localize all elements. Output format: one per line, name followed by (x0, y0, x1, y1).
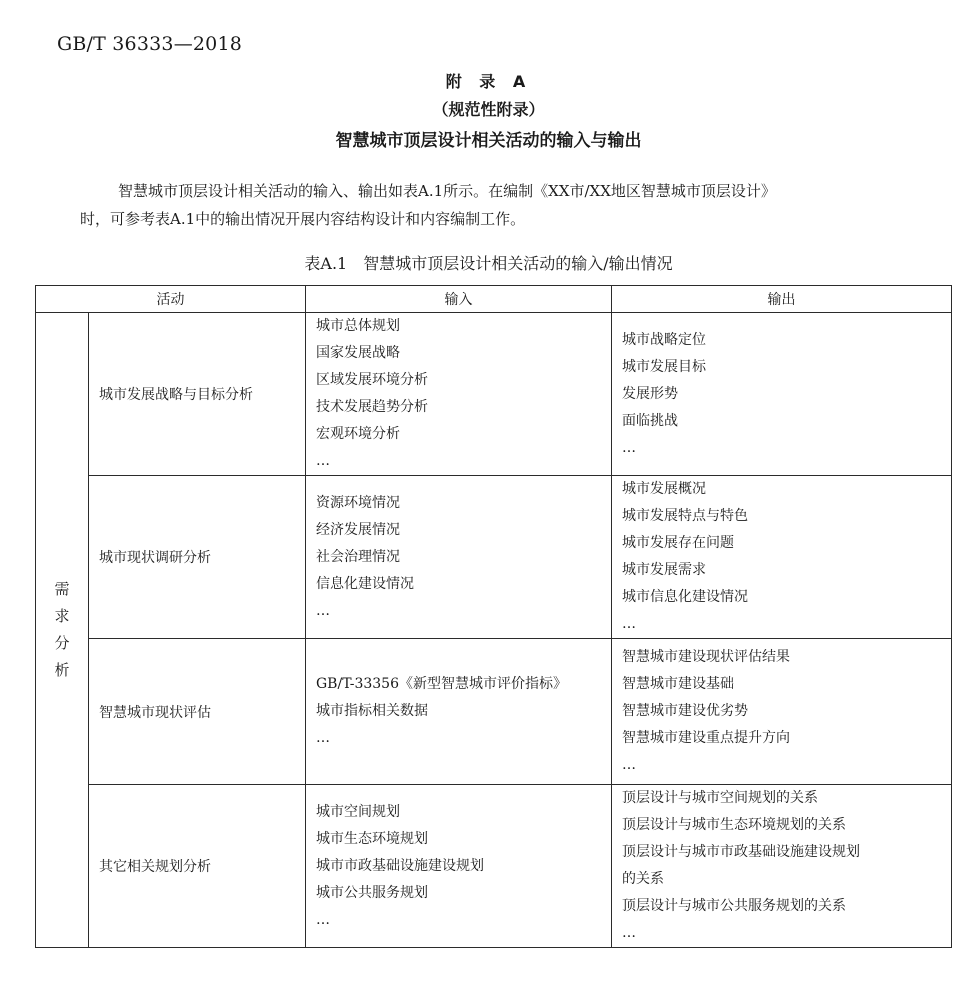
input-item: 城市公共服务规划 (316, 884, 428, 901)
table-row (36, 476, 952, 639)
input-cell (306, 785, 612, 948)
intro-paragraph-line2: 时，可参考表A.1中的输出情况开展内容结构设计和内容编制工作。 (80, 210, 526, 228)
activity-cell: 其它相关规划分析 (89, 785, 306, 948)
output-item: 城市发展存在问题 (622, 535, 734, 551)
output-item: 城市战略定位 (622, 331, 706, 348)
standard-code: GB/T 36333—2018 (57, 33, 243, 55)
input-item: 技术发展趋势分析 (316, 399, 428, 415)
output-cell (612, 476, 952, 639)
output-item: 面临挑战 (622, 412, 678, 429)
output-item: 城市发展特点与特色 (622, 508, 748, 524)
input-item: 城市市政基础设施建设规划 (316, 857, 484, 874)
input-cell (306, 476, 612, 639)
input-item: 资源环境情况 (316, 494, 400, 511)
output-cell (612, 313, 952, 476)
output-item: 智慧城市建设基础 (622, 676, 734, 692)
category-char: 析 (54, 661, 70, 679)
category-char: 求 (54, 607, 70, 625)
output-item: 城市信息化建设情况 (622, 589, 748, 605)
activity-io-table (35, 285, 952, 948)
category-char: 需 (54, 580, 70, 598)
output-item: 城市发展概况 (622, 481, 706, 497)
input-item: … (316, 602, 330, 619)
output-item: 智慧城市建设重点提升方向 (622, 730, 790, 746)
output-item: 城市发展目标 (622, 358, 706, 375)
header-output: 输出 (612, 286, 952, 313)
output-item: 发展形势 (622, 385, 678, 402)
table-row (36, 785, 952, 948)
input-item: 信息化建设情况 (316, 575, 414, 592)
output-item: … (622, 925, 636, 941)
input-item: 宏观环境分析 (316, 426, 400, 442)
activity-cell: 智慧城市现状评估 (89, 639, 306, 785)
output-item: 城市发展需求 (622, 562, 706, 578)
input-cell (306, 313, 612, 476)
input-item: 城市生态环境规划 (316, 830, 428, 847)
appendix-title: 附 录 A (445, 72, 532, 91)
table-caption: 表A.1 智慧城市顶层设计相关活动的输入/输出情况 (304, 254, 673, 273)
activity-cell: 城市现状调研分析 (89, 476, 306, 639)
output-item: 的关系 (622, 871, 664, 887)
output-item: 顶层设计与城市生态环境规划的关系 (622, 817, 846, 833)
input-item: 城市指标相关数据 (316, 703, 428, 719)
output-item: … (622, 439, 636, 456)
input-item: … (316, 730, 330, 746)
appendix-type: （规范性附录） (432, 100, 545, 119)
appendix-subtitle: 智慧城市顶层设计相关活动的输入与输出 (335, 131, 642, 151)
intro-paragraph-line1: 智慧城市顶层设计相关活动的输入、输出如表A.1所示。在编制《XX市/XX地区智慧城市顶层设计》 (118, 182, 776, 200)
output-item: 智慧城市建设优劣势 (622, 703, 748, 719)
input-item: … (316, 453, 330, 469)
table-row (36, 313, 952, 476)
header-input: 输入 (306, 286, 612, 313)
output-item: … (622, 616, 636, 632)
output-item: 顶层设计与城市空间规划的关系 (622, 790, 818, 806)
output-item: 顶层设计与城市公共服务规划的关系 (622, 898, 846, 914)
activity-cell: 城市发展战略与目标分析 (89, 313, 306, 476)
table-row (36, 639, 952, 785)
output-cell (612, 639, 952, 785)
input-item: 经济发展情况 (316, 521, 400, 538)
input-cell (306, 639, 612, 785)
output-item: 智慧城市建设现状评估结果 (622, 649, 790, 665)
output-item: 顶层设计与城市市政基础设施建设规划 (622, 844, 860, 860)
input-item: 区域发展环境分析 (316, 372, 428, 388)
output-item: … (622, 757, 636, 773)
output-cell (612, 785, 952, 948)
table-header-row (36, 286, 952, 313)
category-cell (36, 313, 89, 948)
category-char: 分 (54, 634, 70, 652)
input-item: … (316, 911, 330, 928)
input-item: 城市空间规划 (316, 803, 400, 820)
input-item: 社会治理情况 (316, 548, 400, 565)
input-item: GB/T-33356《新型智慧城市评价指标》 (316, 676, 567, 692)
header-activity: 活动 (36, 286, 306, 313)
input-item: 国家发展战略 (316, 345, 400, 361)
input-item: 城市总体规划 (316, 318, 400, 334)
